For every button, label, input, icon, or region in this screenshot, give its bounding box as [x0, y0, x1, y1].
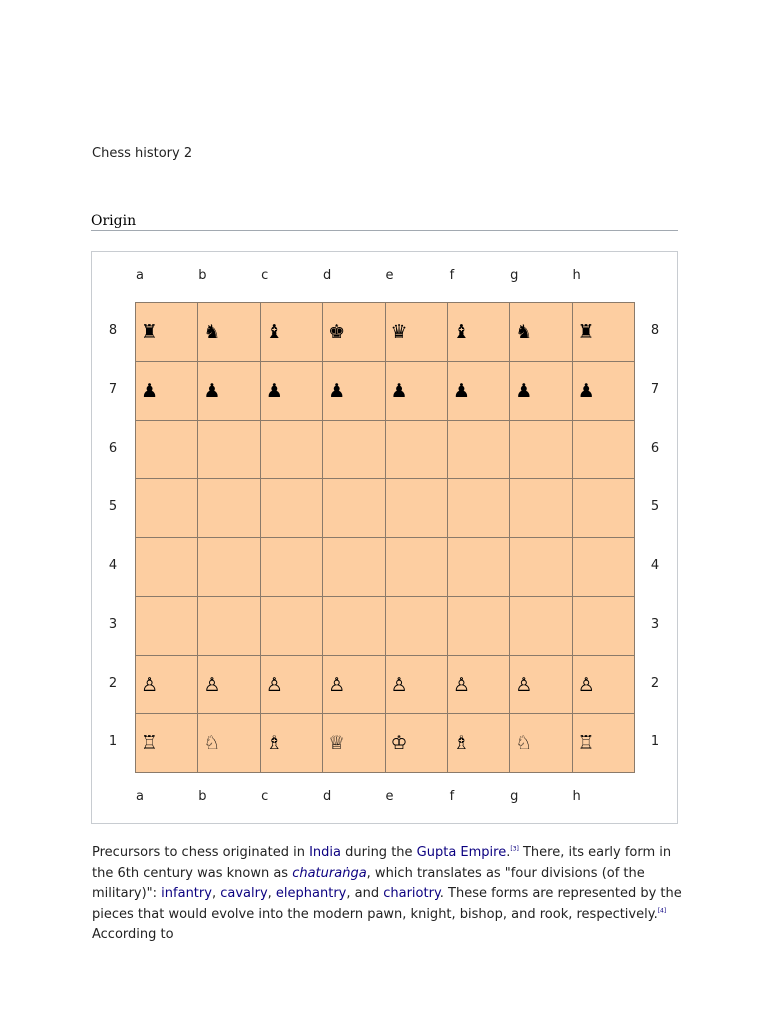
- square-g4[interactable]: [510, 538, 572, 597]
- square-e6[interactable]: [386, 421, 448, 480]
- square-e5[interactable]: [386, 479, 448, 538]
- link-chariotry[interactable]: chariotry: [383, 886, 440, 902]
- chess-piece-icon: ♙: [577, 673, 595, 696]
- square-b2[interactable]: [198, 656, 260, 715]
- square-d1[interactable]: [323, 714, 385, 773]
- square-f2[interactable]: [448, 656, 510, 715]
- square-a6[interactable]: [136, 421, 198, 480]
- square-b7[interactable]: [198, 362, 260, 421]
- square-b6[interactable]: [198, 421, 260, 480]
- file-label: a: [136, 268, 144, 283]
- article-text: ,: [211, 886, 221, 902]
- citation-4[interactable]: [4]: [657, 907, 667, 915]
- chess-piece-icon: ♟: [141, 379, 159, 402]
- square-e3[interactable]: [386, 597, 448, 656]
- square-d4[interactable]: [323, 538, 385, 597]
- section-heading-origin: Origin: [91, 213, 678, 231]
- square-c1[interactable]: [261, 714, 323, 773]
- square-a7[interactable]: [136, 362, 198, 421]
- article-text: , and: [346, 886, 384, 902]
- file-label: g: [510, 789, 519, 804]
- square-b5[interactable]: [198, 479, 260, 538]
- square-f1[interactable]: [448, 714, 510, 773]
- rank-label: 7: [108, 381, 118, 397]
- square-h3[interactable]: [573, 597, 635, 656]
- file-label: b: [198, 789, 207, 804]
- chess-piece-icon: ♖: [577, 732, 595, 755]
- square-g8[interactable]: [510, 303, 572, 362]
- square-h8[interactable]: [573, 303, 635, 362]
- square-g1[interactable]: [510, 714, 572, 773]
- square-b8[interactable]: [198, 303, 260, 362]
- document-title: Chess history 2: [92, 146, 193, 161]
- square-f6[interactable]: [448, 421, 510, 480]
- file-label: d: [322, 789, 332, 804]
- square-e8[interactable]: [386, 303, 448, 362]
- file-label: d: [322, 268, 332, 283]
- file-label: c: [261, 268, 269, 283]
- rank-label: 8: [650, 323, 660, 338]
- file-label: e: [385, 789, 394, 804]
- article-text: According to: [92, 927, 174, 943]
- chess-piece-icon: ♟: [203, 379, 221, 402]
- chess-piece-icon: ♛: [390, 321, 408, 343]
- chess-piece-icon: ♙: [515, 673, 533, 696]
- link-india[interactable]: India: [309, 845, 341, 860]
- rank-label: 6: [108, 440, 118, 456]
- file-label: b: [198, 268, 207, 283]
- chess-piece-icon: ♞: [515, 321, 533, 343]
- rank-label: 3: [108, 616, 118, 632]
- square-e2[interactable]: [386, 656, 448, 715]
- chess-piece-icon: ♙: [141, 673, 159, 696]
- square-f5[interactable]: [448, 479, 510, 538]
- article-text: during the: [340, 845, 417, 860]
- square-e4[interactable]: [386, 538, 448, 597]
- chess-piece-icon: ♟: [390, 379, 408, 402]
- square-d7[interactable]: [323, 362, 385, 421]
- square-d6[interactable]: [323, 421, 385, 480]
- square-c6[interactable]: [261, 421, 323, 480]
- chess-piece-icon: ♘: [515, 732, 533, 755]
- chess-piece-icon: ♔: [390, 732, 408, 755]
- square-g5[interactable]: [510, 479, 572, 538]
- file-label: f: [449, 268, 455, 283]
- article-text: There, its early form in the 6th century was known as: [92, 845, 672, 881]
- chess-piece-icon: ♜: [577, 321, 595, 343]
- article-paragraph: Precursors to chess originated in India during the Gupta Empire.[3] There, its early form in the 6th century was known as chaturaṅga, which translates as "four divisions (of the military)": infantry, cavalry, elephantry, and chariotry. These forms are represented by the pieces that would evolve into the modern pawn, knight, bishop, and rook, respectively.[4] According to: [92, 845, 682, 943]
- square-b1[interactable]: [198, 714, 260, 773]
- link-chaturanga[interactable]: chaturaṅga: [292, 865, 367, 881]
- article-text: ,: [267, 886, 276, 902]
- rank-label: 3: [650, 616, 660, 632]
- square-f4[interactable]: [448, 538, 510, 597]
- square-e7[interactable]: [386, 362, 448, 421]
- file-label: a: [136, 789, 144, 804]
- file-label: f: [449, 789, 455, 804]
- square-d2[interactable]: [323, 656, 385, 715]
- file-label: h: [572, 789, 581, 804]
- chess-piece-icon: ♟: [265, 379, 283, 402]
- square-h6[interactable]: [573, 421, 635, 480]
- chess-piece-icon: ♝: [265, 321, 283, 343]
- chess-piece-icon: ♚: [328, 321, 346, 343]
- chess-piece-icon: ♕: [328, 732, 346, 755]
- rank-label: 1: [108, 734, 118, 750]
- file-label: g: [510, 268, 519, 283]
- square-h2[interactable]: [573, 656, 635, 715]
- square-c8[interactable]: [261, 303, 323, 362]
- square-g2[interactable]: [510, 656, 572, 715]
- chess-piece-icon: ♞: [203, 321, 221, 343]
- square-d3[interactable]: [323, 597, 385, 656]
- rank-label: 6: [650, 440, 660, 456]
- square-c5[interactable]: [261, 479, 323, 538]
- rank-label: 7: [650, 381, 660, 397]
- square-a2[interactable]: [136, 656, 198, 715]
- chessboard: [135, 302, 635, 773]
- square-b4[interactable]: [198, 538, 260, 597]
- square-g3[interactable]: [510, 597, 572, 656]
- square-a1[interactable]: [136, 714, 198, 773]
- citation-3[interactable]: [3]: [510, 845, 519, 853]
- chess-piece-icon: ♙: [203, 673, 221, 696]
- article-text: . These forms are represented by the pieces that would evolve into the modern pawn, knight, bishop, and rook, respectively.: [92, 886, 682, 922]
- square-h5[interactable]: [573, 479, 635, 538]
- square-a8[interactable]: [136, 303, 198, 362]
- chess-piece-icon: ♟: [515, 379, 533, 402]
- file-label: e: [385, 268, 394, 283]
- chess-piece-icon: ♘: [203, 732, 221, 755]
- link-elephantry[interactable]: elephantry: [275, 886, 347, 902]
- square-c2[interactable]: [261, 656, 323, 715]
- chess-piece-icon: ♙: [390, 673, 408, 696]
- chess-piece-icon: ♙: [452, 673, 470, 696]
- rank-label: 1: [650, 734, 660, 750]
- chess-piece-icon: ♗: [265, 732, 283, 755]
- link-gupta-empire[interactable]: Gupta Empire: [416, 845, 507, 860]
- square-c3[interactable]: [261, 597, 323, 656]
- square-a4[interactable]: [136, 538, 198, 597]
- rank-label: 4: [108, 558, 118, 573]
- file-label: c: [261, 789, 269, 804]
- rank-label: 5: [108, 499, 118, 515]
- square-d5[interactable]: [323, 479, 385, 538]
- file-label: h: [572, 268, 581, 283]
- square-a5[interactable]: [136, 479, 198, 538]
- square-f8[interactable]: [448, 303, 510, 362]
- square-f7[interactable]: [448, 362, 510, 421]
- link-cavalry[interactable]: cavalry: [220, 886, 268, 902]
- square-h7[interactable]: [573, 362, 635, 421]
- square-h4[interactable]: [573, 538, 635, 597]
- link-infantry[interactable]: infantry: [161, 886, 212, 902]
- chess-piece-icon: ♝: [452, 321, 470, 343]
- chess-piece-icon: ♙: [265, 673, 283, 696]
- chess-piece-icon: ♖: [141, 732, 159, 755]
- square-g7[interactable]: [510, 362, 572, 421]
- article-text: Precursors to chess originated in: [92, 845, 310, 860]
- chess-piece-icon: ♙: [328, 673, 346, 696]
- square-d8[interactable]: [323, 303, 385, 362]
- square-f3[interactable]: [448, 597, 510, 656]
- chess-piece-icon: ♟: [452, 379, 470, 402]
- square-c4[interactable]: [261, 538, 323, 597]
- square-a3[interactable]: [136, 597, 198, 656]
- rank-label: 2: [108, 675, 118, 691]
- article-text: , which translates as "four divisions (of the military)":: [92, 865, 645, 902]
- chess-piece-icon: ♜: [141, 321, 159, 343]
- chess-piece-icon: ♟: [577, 379, 595, 402]
- chess-piece-icon: ♟: [328, 379, 346, 402]
- square-e1[interactable]: [386, 714, 448, 773]
- square-c7[interactable]: [261, 362, 323, 421]
- rank-label: 2: [650, 675, 660, 691]
- square-h1[interactable]: [573, 714, 635, 773]
- chess-piece-icon: ♗: [452, 732, 470, 755]
- square-b3[interactable]: [198, 597, 260, 656]
- square-g6[interactable]: [510, 421, 572, 480]
- rank-label: 4: [650, 558, 660, 573]
- rank-label: 5: [650, 499, 660, 515]
- rank-label: 8: [108, 323, 118, 338]
